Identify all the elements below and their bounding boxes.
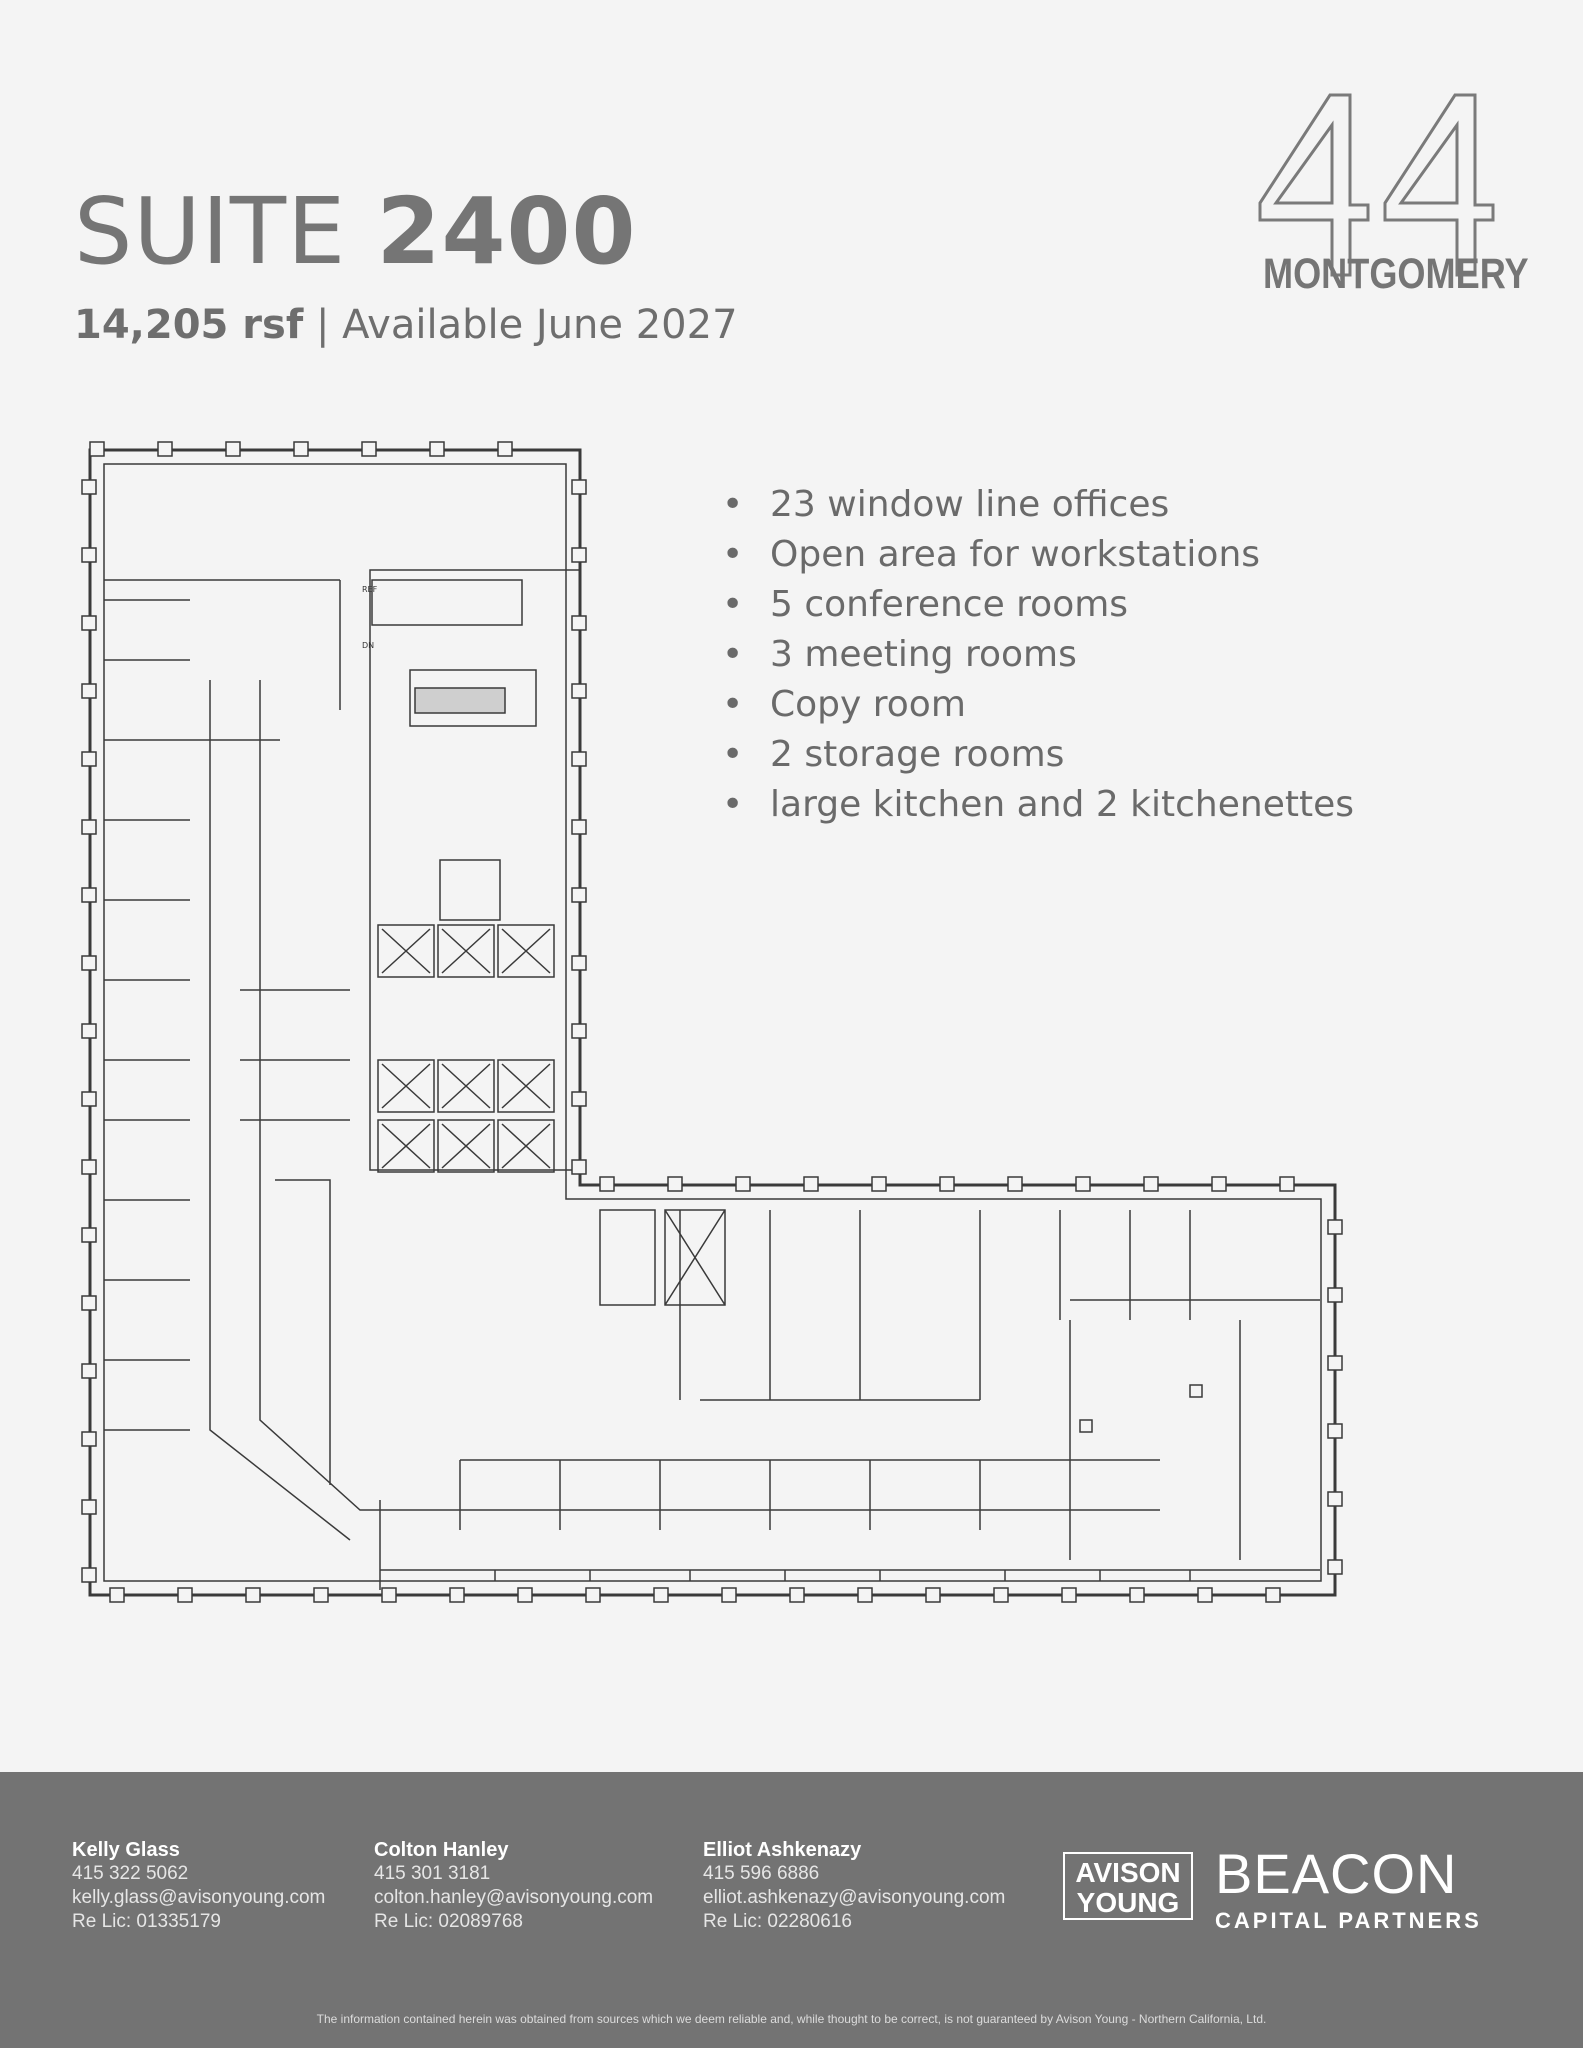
list-item: • 2 storage rooms (722, 730, 1354, 780)
window-mullion (926, 1588, 940, 1602)
inner-wall (104, 464, 1321, 1581)
contact-phone[interactable]: 415 322 5062 (72, 1863, 189, 1884)
bullet: • (722, 484, 744, 525)
window-mullion (82, 480, 96, 494)
window-mullion (572, 548, 586, 562)
list-item: • Copy room (722, 680, 1354, 730)
bullet: • (722, 584, 744, 625)
window-mullion (82, 1364, 96, 1378)
contact-email[interactable]: kelly.glass@avisonyoung.com (72, 1887, 326, 1908)
disclaimer: The information contained herein was obtained from sources which we deem reliable and, while thought to be correct, is not guaranteed by Avison Young - Northern California, Ltd. (316, 2012, 1267, 2026)
window-mullion (1266, 1588, 1280, 1602)
window-mullion (572, 752, 586, 766)
window-mullion (1212, 1177, 1226, 1191)
window-mullion (572, 888, 586, 902)
bullet: • (722, 534, 744, 575)
elevator-cross (502, 1124, 550, 1168)
window-mullion (654, 1588, 668, 1602)
footer (0, 1772, 1583, 2048)
window-mullion (90, 442, 104, 456)
window-mullion (572, 956, 586, 970)
elevator-cross (382, 929, 430, 973)
window-mullion (82, 1568, 96, 1582)
window-mullion (1198, 1588, 1212, 1602)
window-mullion (82, 1296, 96, 1310)
corridor (210, 680, 1160, 1540)
suite-title (74, 178, 637, 285)
contact-license: Re Lic: 02089768 (374, 1911, 523, 1932)
suite-number: 2400 (376, 178, 637, 285)
contact-card (703, 1838, 1005, 1934)
window-mullion (1280, 1177, 1294, 1191)
window-mullion (82, 616, 96, 630)
window-mullion (1008, 1177, 1022, 1191)
building-name: MONTGOMERY (1263, 250, 1529, 298)
window-mullion (1328, 1356, 1342, 1370)
window-mullion (1328, 1492, 1342, 1506)
window-mullion (518, 1588, 532, 1602)
hatched-area (415, 688, 505, 713)
window-mullion (1328, 1424, 1342, 1438)
window-mullion (572, 820, 586, 834)
availability-date: Available June 2027 (342, 302, 738, 348)
contact-name: Colton Hanley (374, 1839, 509, 1861)
window-mullion (82, 684, 96, 698)
contact-name: Kelly Glass (72, 1839, 180, 1861)
window-mullion (82, 888, 96, 902)
beacon-logo: BEACON CAPITAL PARTNERS (1215, 1842, 1482, 1933)
subtitle-separator: | (315, 302, 330, 348)
window-mullion (858, 1588, 872, 1602)
window-mullion (382, 1588, 396, 1602)
window-mullion (722, 1588, 736, 1602)
window-mullion (82, 1024, 96, 1038)
window-mullion (572, 480, 586, 494)
window-mullion (586, 1588, 600, 1602)
window-mullion (314, 1588, 328, 1602)
window-mullion (450, 1588, 464, 1602)
window-mullion (572, 1160, 586, 1174)
window-mullion (572, 1024, 586, 1038)
core (370, 570, 580, 1170)
window-mullion (362, 442, 376, 456)
contact-license: Re Lic: 02280616 (703, 1911, 852, 1932)
contact-card (72, 1838, 325, 1934)
window-mullion (178, 1588, 192, 1602)
contact-email[interactable]: elliot.ashkenazy@avisonyoung.com (703, 1887, 1006, 1908)
window-mullion (1328, 1560, 1342, 1574)
window-mullion (82, 956, 96, 970)
window-mullion (994, 1588, 1008, 1602)
list-item: • Open area for workstations (722, 530, 1354, 580)
window-mullion (1130, 1588, 1144, 1602)
contact-phone[interactable]: 415 301 3181 (374, 1863, 491, 1884)
list-item: • 3 meeting rooms (722, 630, 1354, 680)
list-item: • 5 conference rooms (722, 580, 1354, 630)
list-item: • 23 window line offices (722, 480, 1354, 530)
window-mullion (668, 1177, 682, 1191)
window-mullion (82, 1160, 96, 1174)
stair-2 (600, 1210, 655, 1305)
window-mullion (82, 1500, 96, 1514)
avison-young-logo: AVISON YOUNG (1063, 1852, 1193, 1920)
window-mullion (82, 1228, 96, 1242)
window-mullion (804, 1177, 818, 1191)
window-mullion (110, 1588, 124, 1602)
window-mullion (600, 1177, 614, 1191)
elevator-cross (442, 1124, 490, 1168)
bullet: • (722, 734, 744, 775)
window-mullion (872, 1177, 886, 1191)
window-mullion (1144, 1177, 1158, 1191)
suite-subtitle (74, 302, 738, 348)
suite-title-light: SUITE (74, 178, 347, 285)
bullet: • (722, 634, 744, 675)
window-mullion (736, 1177, 750, 1191)
window-mullion (82, 752, 96, 766)
window-mullion (82, 548, 96, 562)
contact-email[interactable]: colton.hanley@avisonyoung.com (374, 1887, 654, 1908)
elevator-cross (382, 1064, 430, 1108)
outer-wall (90, 450, 1335, 1595)
window-mullion (430, 442, 444, 456)
window-mullion (790, 1588, 804, 1602)
window-mullion (1076, 1177, 1090, 1191)
elevator-cross (442, 929, 490, 973)
west-offices (104, 600, 280, 1430)
shaft (665, 1210, 725, 1305)
list-item: • large kitchen and 2 kitchenettes (722, 780, 1354, 830)
elevator-cross (502, 929, 550, 973)
south-offices (460, 1460, 1160, 1530)
window-mullion (246, 1588, 260, 1602)
elevator-cross (502, 1064, 550, 1108)
contact-card (374, 1838, 653, 1934)
window-mullion (572, 1092, 586, 1106)
window-mullion (1328, 1220, 1342, 1234)
contact-name: Elliot Ashkenazy (703, 1839, 862, 1861)
window-mullion (1328, 1288, 1342, 1302)
window-mullion (1062, 1588, 1076, 1602)
window-mullion (940, 1177, 954, 1191)
bullet: • (722, 784, 744, 825)
stair (440, 860, 500, 920)
window-mullion (82, 1432, 96, 1446)
elevator-cross (382, 1124, 430, 1168)
floor-plan (80, 420, 1380, 1700)
contact-license: Re Lic: 01335179 (72, 1911, 221, 1932)
window-mullion (226, 442, 240, 456)
suite-size: 14,205 rsf (74, 302, 304, 348)
window-mullion (82, 820, 96, 834)
bullet: • (722, 684, 744, 725)
window-mullion (82, 1092, 96, 1106)
contact-phone[interactable]: 415 596 6886 (703, 1863, 820, 1884)
window-mullion (294, 442, 308, 456)
dn-label: DN (362, 641, 375, 650)
window-mullion (572, 684, 586, 698)
window-mullion (498, 442, 512, 456)
elevator-cross (442, 1064, 490, 1108)
ref-label: REF (362, 585, 378, 594)
window-mullion (158, 442, 172, 456)
window-mullion (572, 616, 586, 630)
east-rooms (680, 1210, 1190, 1400)
